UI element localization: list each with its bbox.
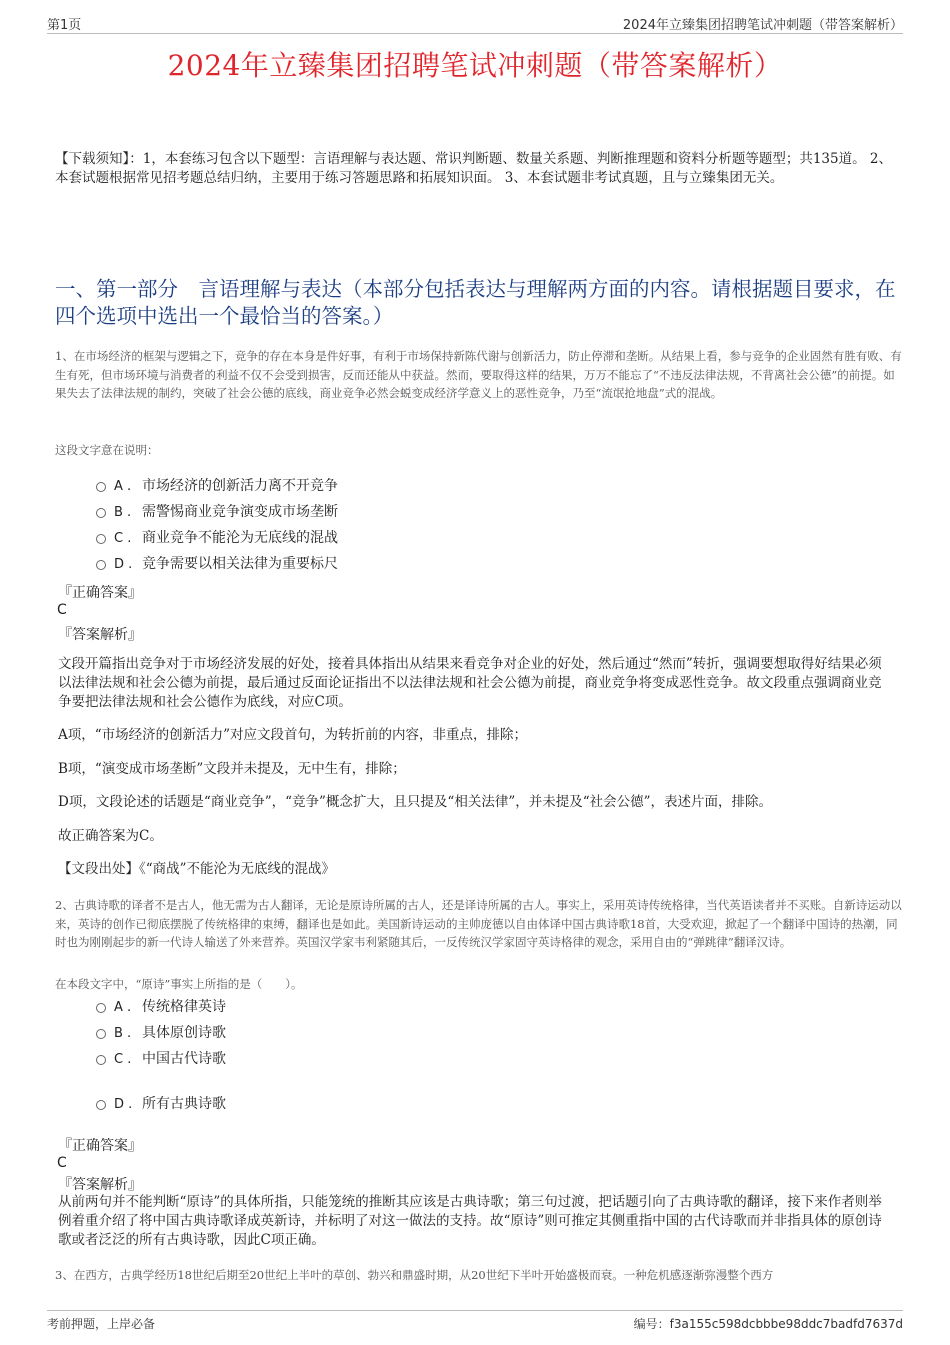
download-notice: 【下载须知】：1，本套练习包含以下题型：言语理解与表达题、常识判断题、数量关系题、判断推理题和资料分析题等题型；共135道。 2、本套试题根据常见招考题总结归纳，主要用于练习答题思路和拓展知识面。 3、本套试题非考试真题，且与立臻集团无关。 — [55, 151, 892, 186]
radio-icon[interactable] — [96, 1055, 106, 1065]
q2-answer-label: 『正确答案』 — [58, 1138, 142, 1154]
radio-icon[interactable] — [96, 534, 106, 544]
q2-option-b[interactable]: B . 具体原创诗歌 — [96, 1023, 226, 1043]
q1-option-d[interactable]: D . 竞争需要以相关法律为重要标尺 — [96, 554, 338, 574]
header-divider — [47, 33, 903, 34]
q1-option-c[interactable]: C . 商业竞争不能沦为无底线的混战 — [96, 528, 338, 548]
question-2-prompt: 在本段文字中，“原诗”事实上所指的是（ ）。 — [55, 977, 303, 991]
q2-option-a[interactable]: A . 传统格律英诗 — [96, 997, 226, 1017]
radio-icon[interactable] — [96, 482, 106, 492]
footer-code: 编号：f3a155c598dcbbbe98ddc7badfd7637d — [633, 1317, 903, 1331]
section-heading: 一、第一部分 言语理解与表达（本部分包括表达与理解两方面的内容。请根据题目要求，在四个选项中选出一个最恰当的答案。） — [55, 277, 896, 328]
radio-icon[interactable] — [96, 560, 106, 570]
q1-source: 【文段出处】《“商战”不能沦为无底线的混战》 — [58, 861, 336, 877]
q2-analysis-label: 『答案解析』 — [58, 1177, 142, 1193]
question-1-text: 1、在市场经济的框架与逻辑之下，竞争的存在本身是件好事，有利于市场保持新陈代谢与创新活力，防止停滞和垄断。从结果上看，参与竞争的企业固然有胜有败、有生有死，但市场环境与消费者的利益不仅不会受到损害，反而还能从中获益。然而，要取得这样的结果，万万不能忘了“不违反法律法规，不背离社会公德”的前提。如果失去了法律法规的制约，突破了社会公德的底线，商业竞争必然会蜕变成经济学意义上的恶性竞争，乃至“流氓抢地盘”式的混战。 — [55, 349, 902, 400]
q1-note-a: A项，“市场经济的创新活力”对应文段首句，为转折前的内容，非重点，排除； — [58, 727, 528, 743]
q1-analysis: 文段开篇指出竞争对于市场经济发展的好处，接着具体指出从结果来看竞争对企业的好处，然后通过“然而”转折，强调要想取得好结果必须以法律法规和社会公德为前提，最后通过反面论证指出不以法律法规和社会公德为前提，商业竞争将变成恶性竞争。故文段重点强调商业竞争要把法律法规和社会公德作为底线，对应C项。 — [58, 656, 882, 710]
q1-option-b[interactable]: B . 需警惕商业竞争演变成市场垄断 — [96, 502, 338, 522]
q1-answer-label: 『正确答案』 — [58, 585, 142, 601]
q2-analysis: 从前两句并不能判断“原诗”的具体所指，只能笼统的推断其应该是古典诗歌；第三句过渡，把话题引向了古典诗歌的翻译，接下来作者则举例着重介绍了将中国古典诗歌译成英新诗，并标明了对这一做法的支持。故“原诗”则可推定其侧重指中国的古代诗歌而并非指具体的原创诗歌或者泛泛的所有古典诗歌，因此C项正确。 — [58, 1194, 882, 1248]
page-number: 第1页 — [47, 18, 82, 33]
q2-option-d[interactable]: D . 所有古典诗歌 — [96, 1094, 226, 1114]
footer-divider — [47, 1310, 903, 1311]
question-3-text: 3、在西方，古典学经历18世纪后期至20世纪上半叶的草创、勃兴和鼎盛时期，从20世纪下半叶开始盛极而衰。一种危机感逐渐弥漫整个西方 — [55, 1268, 774, 1282]
question-2-text: 2、古典诗歌的译者不是古人，他无需为古人翻译，无论是原诗所属的古人，还是译诗所属的古人。事实上，采用英诗传统格律，当代英语读者并不买账。自新诗运动以来，英诗的创作已彻底摆脱了传统格律的束缚，翻译也是如此。美国新诗运动的主帅庞德以自由体译中国古典诗歌18首，大受欢迎，掀起了一个翻译中国诗的热潮，同时也为刚刚起步的新一代诗人输送了外来营养。英国汉学家韦利紧随其后，一反传统汉学家固守英诗格律的观念，采用自由的“弹跳律”翻译汉诗。 — [55, 898, 902, 949]
radio-icon[interactable] — [96, 1100, 106, 1110]
q1-analysis-label: 『答案解析』 — [58, 627, 142, 643]
header-doc-title: 2024年立臻集团招聘笔试冲刺题（带答案解析） — [622, 18, 903, 33]
page-title: 2024年立臻集团招聘笔试冲刺题（带答案解析） — [167, 49, 783, 82]
q1-option-a[interactable]: A . 市场经济的创新活力离不开竞争 — [96, 476, 338, 496]
q1-note-b: B项，“演变成市场垄断”文段并未提及，无中生有，排除； — [58, 761, 406, 777]
radio-icon[interactable] — [96, 508, 106, 518]
radio-icon[interactable] — [96, 1029, 106, 1039]
footer-slogan: 考前押题，上岸必备 — [47, 1317, 156, 1331]
q1-conclusion: 故正确答案为C。 — [58, 828, 163, 844]
q2-option-c[interactable]: C . 中国古代诗歌 — [96, 1049, 226, 1069]
q1-answer: C — [57, 602, 67, 618]
q1-note-d: D项，文段论述的话题是“商业竞争”，“竞争”概念扩大，且只提及“相关法律”，并未提及“社会公德”，表述片面，排除。 — [58, 794, 773, 810]
radio-icon[interactable] — [96, 1003, 106, 1013]
question-1-prompt: 这段文字意在说明： — [55, 443, 159, 457]
q2-answer: C — [57, 1155, 67, 1171]
